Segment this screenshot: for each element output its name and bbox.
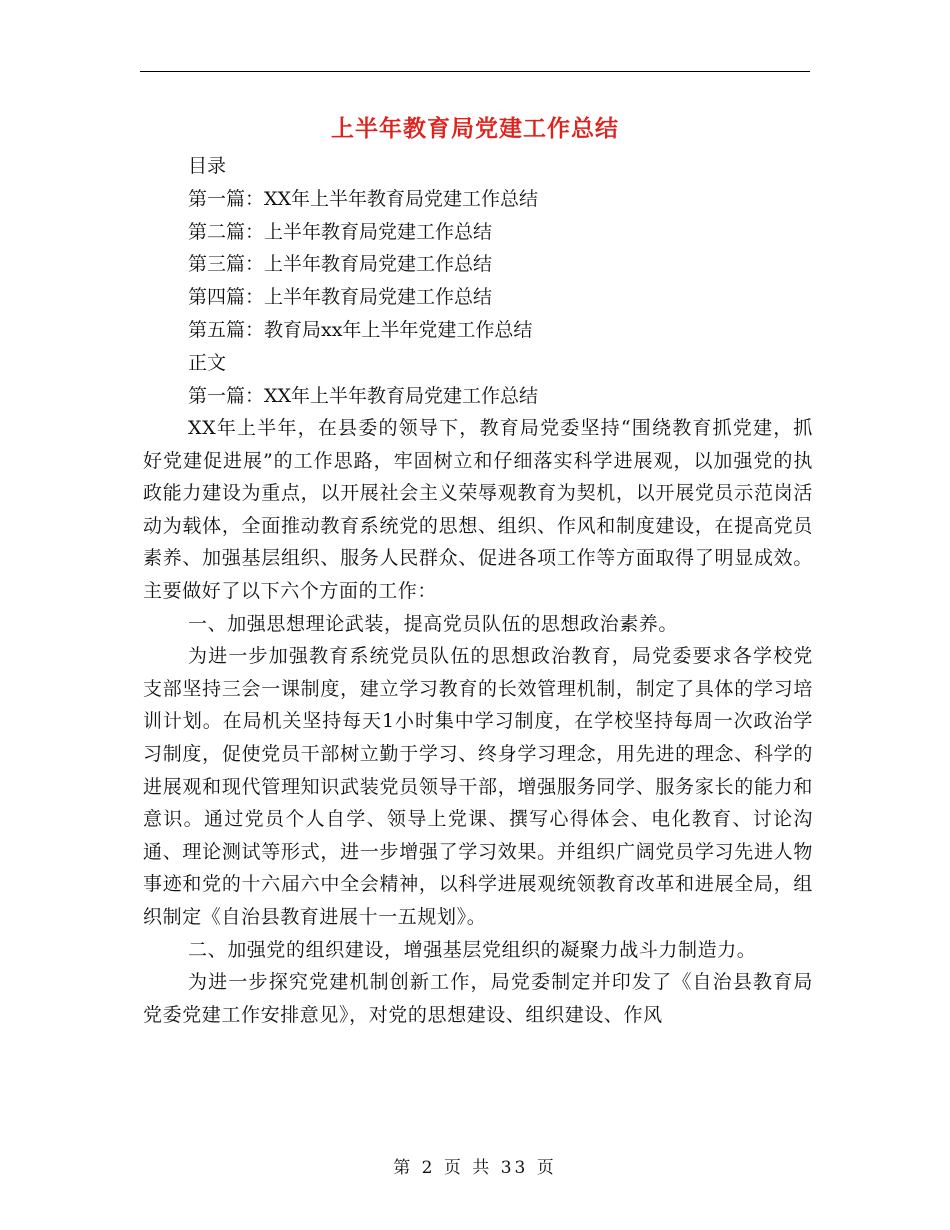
subheading: 二、加强党的组织建设，增强基层党组织的凝聚力战斗力制造力。 (188, 938, 757, 961)
toc-item: 第五篇：教育局xx年上半年党建工作总结 (188, 318, 533, 341)
document-body (143, 412, 813, 1031)
table-of-contents (143, 150, 813, 412)
document-title: 上半年教育局党建工作总结 (331, 115, 619, 142)
paragraph: 为进一步加强教育系统党员队伍的思想政治教育，局党委要求各学校党支部坚持三会一课制度，建立学习教育的长效管理机制，制定了具体的学习培训计划。在局机关坚持每天1小时集中学习制度，在学校坚持每周一次政治学习制度，促使党员干部树立勤于学习、终身学习理念，用先进的理念、科学的进展观和现代管理知识武装党员领导干部，增强服务同学、服务家长的能力和意识。通过党员个人自学、领导上党课、撰写心得体会、电化教育、讨论沟通、理论测试等形式，进一步增强了学习效果。并组织广阔党员学习先进人物事迹和党的十六届六中全会精神，以科学进展观统领教育改革和进展全局，组织制定《自治县教育进展十一五规划》。 (143, 645, 813, 928)
toc-item: 第一篇：XX年上半年教育局党建工作总结 (188, 187, 539, 210)
header-rule (140, 71, 810, 72)
toc-item: 第二篇：上半年教育局党建工作总结 (188, 220, 493, 243)
toc-item: 第三篇：上半年教育局党建工作总结 (188, 253, 493, 276)
toc-item: 第四篇：上半年教育局党建工作总结 (188, 286, 493, 309)
section-heading: 第一篇：XX年上半年教育局党建工作总结 (188, 384, 539, 407)
page-number: 第 2 页 共 33 页 (393, 1158, 557, 1178)
toc-heading: 目录 (188, 155, 227, 177)
body-heading: 正文 (188, 351, 227, 374)
subheading: 一、加强思想理论武装，提高党员队伍的思想政治素养。 (188, 612, 679, 635)
paragraph: 为进一步探究党建机制创新工作，局党委制定并印发了《自治县教育局党委党建工作安排意见》，对党的思想建设、组织建设、作风 (143, 971, 813, 1026)
paragraph: XX年上半年，在县委的领导下，教育局党委坚持“围绕教育抓党建，抓好党建促进展”的工作思路，牢固树立和仔细落实科学进展观，以加强党的执政能力建设为重点，以开展社会主义荣辱观教育为契机，以开展党员示范岗活动为载体，全面推动教育系统党的思想、组织、作风和制度建设，在提高党员素养、加强基层组织、服务人民群众、促进各项工作等方面取得了明显成效。主要做好了以下六个方面的工作： (143, 417, 813, 602)
